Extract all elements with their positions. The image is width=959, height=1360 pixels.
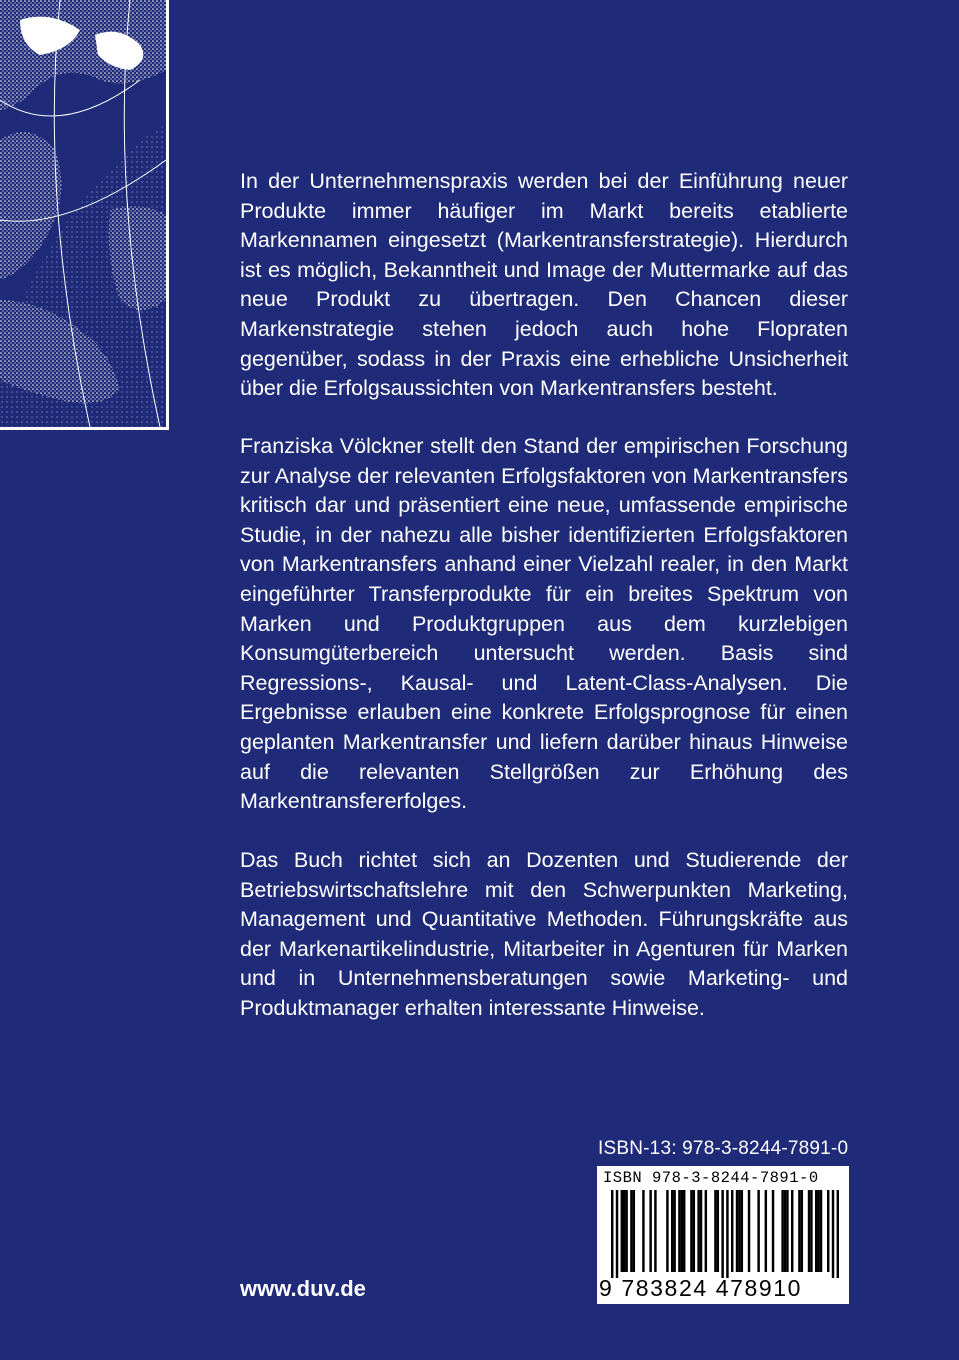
barcode-bar <box>616 1190 618 1278</box>
barcode-bar <box>625 1190 627 1272</box>
barcode-bar <box>808 1190 810 1272</box>
globe-map-image <box>0 0 169 430</box>
barcode-bar <box>748 1190 750 1272</box>
barcode-bars <box>611 1190 839 1278</box>
barcode-bar <box>717 1190 719 1272</box>
barcode-bar <box>738 1190 740 1272</box>
barcode-bar <box>837 1190 839 1278</box>
barcode-bar <box>765 1190 767 1272</box>
barcode-bar <box>820 1190 822 1272</box>
barcode-bar <box>731 1190 733 1272</box>
barcode-digits: 9 783824 478910 <box>599 1275 803 1301</box>
barcode-bar <box>798 1190 800 1272</box>
barcode-bar <box>817 1190 819 1272</box>
barcode-bar <box>690 1190 692 1272</box>
publisher-website: www.duv.de <box>240 1276 366 1301</box>
barcode-bar <box>832 1190 834 1278</box>
barcode-bar <box>671 1190 673 1272</box>
barcode-bar <box>757 1190 759 1272</box>
barcode-bar <box>726 1190 728 1278</box>
barcode-bar <box>810 1190 812 1272</box>
barcode-bar <box>623 1190 625 1272</box>
description-paragraph-2: Franziska Völckner stellt den Stand der empirischen Forschung zur Analyse der relevanten Erfolgsfaktoren von Markentransfers kritisch dar und präsentiert eine neue, umfassende empirische Studie, in der nahezu alle bisher identifizierten Erfolgsfaktoren von Markentransfers anhand einer Vielzahl realer, in den Markt eingeführter Transferprodukte für ein breites Spektrum von Marken und Produktgruppen aus dem kurzlebigen Konsumgüterbereich untersucht werden. Basis sind Regressions-, Kausal- und Latent-Class-Analysen. Die Ergebnisse erlauben eine konkrete Erfolgsprognose für einen geplanten Markentransfer und liefern darüber hinaus Hinweise auf die relevanten Stellgrößen zur Erhöhung des Markentransfererfolges. <box>240 434 848 814</box>
barcode-bar <box>801 1190 803 1272</box>
barcode-bar <box>721 1190 723 1278</box>
isbn-label: ISBN-13: 978-3-8244-7891-0 <box>598 1138 849 1159</box>
barcode-bar <box>736 1190 738 1272</box>
barcode-bar <box>700 1190 702 1272</box>
barcode-bar <box>741 1190 743 1272</box>
barcode-bar <box>666 1190 668 1272</box>
description-paragraph-1: In der Unternehmenspraxis werden bei der Einführung neuer Produkte immer häufiger im Markt bereits etablierte Markennamen eingesetzt (Markentransferstrategie). Hierdurch ist es möglich, Bekanntheit und Image der Muttermarke auf das neue Produkt zu übertragen. Den Chancen dieser Markenstrategie stehen jedoch auch hohe Flopraten gegenüber, sodass in der Praxis eine erhebliche Unsicherheit über die Erfolgsaussichten von Markentransfers besteht. <box>240 169 848 401</box>
barcode-bar <box>714 1190 716 1272</box>
barcode-bar <box>697 1190 699 1272</box>
barcode-bar <box>611 1190 613 1278</box>
barcode-bar <box>681 1190 683 1272</box>
barcode-bar <box>649 1190 651 1272</box>
barcode-bar <box>815 1190 817 1272</box>
globe-map-icon <box>0 0 166 427</box>
barcode-bar <box>654 1190 656 1272</box>
barcode-bar <box>705 1190 707 1272</box>
description-paragraph-3: Das Buch richtet sich an Dozenten und Studierende der Betriebswirtschaftslehre mit den Schwerpunkten Marketing, Management und Quantitative Methoden. Führungskräfte aus der Markenartikelindustrie, Mitarbeiter in Agenturen für Marken und in Unternehmensberatungen sowie Marketing- und Produktmanager erhalten interessante Hinweise. <box>240 848 848 1020</box>
barcode-bar <box>678 1190 680 1272</box>
barcode-bar <box>633 1190 635 1272</box>
barcode-bar <box>791 1190 793 1272</box>
barcode-bar <box>630 1190 632 1272</box>
barcode-bar <box>772 1190 774 1272</box>
barcode-bar <box>621 1190 623 1272</box>
barcode-bar <box>784 1190 786 1272</box>
barcode-bar <box>781 1190 783 1272</box>
barcode-bar <box>786 1190 788 1272</box>
barcode-bar <box>673 1190 675 1272</box>
barcode-isbn-text: ISBN 978-3-8244-7891-0 <box>603 1169 819 1187</box>
isbn-barcode <box>597 1166 849 1304</box>
barcode-bar <box>683 1190 685 1272</box>
barcode-bar <box>693 1190 695 1272</box>
barcode-bar <box>827 1190 829 1272</box>
barcode-bar <box>642 1190 644 1272</box>
